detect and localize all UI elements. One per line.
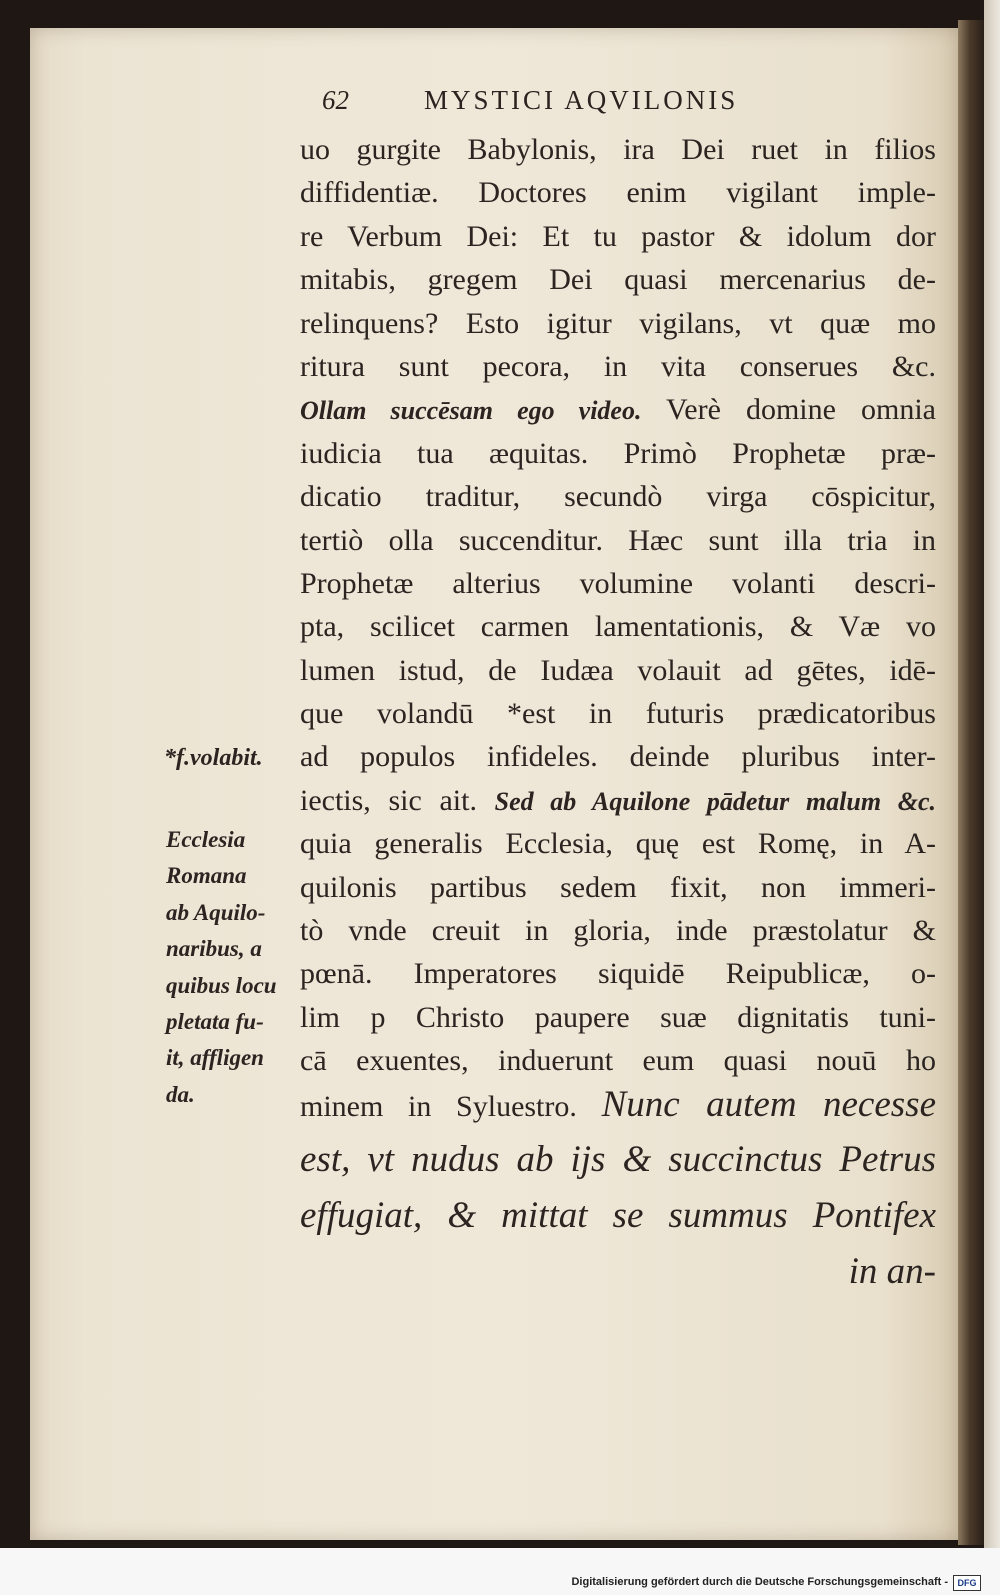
text-line: tò vnde creuit in gloria, inde præstolatur & (300, 914, 936, 948)
scan-right-edge (984, 0, 1000, 1548)
text-line: tertiò olla succenditur. Hæc sunt illa tria in (300, 523, 936, 557)
text-line: diffidentiæ. Doctores enim vigilant imple- (300, 176, 936, 210)
margin-note-line: Ecclesia (166, 827, 246, 852)
catchword: in an- (848, 1251, 936, 1292)
text-line: re Verbum Dei: Et tu pastor & idolum dor (300, 219, 936, 253)
text-line: dicatio traditur, secundò virga cōspicitur, (300, 480, 936, 514)
margin-note-line: da. (166, 1081, 195, 1107)
page-number: 62 (322, 85, 349, 115)
text-segment: iectis, sic ait. (300, 783, 477, 817)
margin-note-line: naribus, a (166, 936, 262, 962)
margin-note-line: it, affligen (166, 1045, 264, 1071)
page-header (322, 80, 822, 120)
running-title: MYSTICI AQVILONIS (424, 85, 739, 115)
italic-quote: Sed ab Aquilone pādetur malum &c. (494, 786, 936, 816)
text-line (300, 779, 936, 822)
text-line: lim p Christo paupere suæ dignitatis tuni- (300, 1000, 936, 1034)
text-line: pta, scilicet carmen lamentationis, & Væ vo (300, 610, 936, 644)
margin-note (166, 822, 298, 1113)
text-line: lumen istud, de Iudæa volauit ad gētes, idē- (300, 653, 936, 687)
text-segment: minem in Syluestro. (300, 1089, 577, 1123)
text-line: est, vt nudus ab ijs & succinctus Petrus (300, 1139, 936, 1180)
text-line: quia generalis Ecclesia, quę est Romę, in A- (300, 827, 936, 861)
margin-note-line: ab Aquilo- (166, 899, 266, 925)
text-segment: Verè domine omnia (665, 393, 936, 427)
text-line: effugiat, & mittat se summus Pontifex (300, 1195, 936, 1236)
margin-note-line: Romana (166, 863, 247, 889)
text-line: relinquens? Esto igitur vigilans, vt quæ mo (300, 306, 936, 340)
text-line: que volandū *est in futuris prædicatoribus (300, 697, 936, 731)
book-binding-edge (958, 20, 984, 1545)
text-line: mitabis, gregem Dei quasi mercenarius de- (300, 263, 936, 297)
italic-quote: Nunc autem necesse (601, 1083, 936, 1125)
digitization-credit: Digitalisierung gefördert durch die Deutsche Forschungsgemeinschaft - (571, 1576, 948, 1588)
text-line (300, 388, 936, 431)
text-line: quilonis partibus sedem fixit, non immeri- (300, 870, 936, 904)
text-line: Prophetæ alterius volumine volanti descri- (300, 566, 936, 600)
margin-note-line: quibus locu (166, 972, 277, 998)
text-line: cā exuentes, induerunt eum quasi nouū ho (300, 1044, 936, 1078)
text-line: iudicia tua æquitas. Primò Prophetæ præ- (300, 436, 936, 470)
text-line: uo gurgite Babylonis, ira Dei ruet in filios (300, 133, 936, 166)
text-line: pœnā. Imperatores siquidē Reipublicæ, o- (300, 957, 936, 991)
margin-note-line: pletata fu- (166, 1008, 264, 1034)
dfg-logo: DFG (953, 1575, 981, 1591)
main-text-block (300, 128, 936, 1126)
text-line (300, 1083, 936, 1126)
margin-note-variant: *f.volabit. (164, 745, 263, 771)
italic-quote-block (300, 1132, 936, 1300)
italic-quote: Ollam succēsam ego video. (300, 396, 642, 426)
text-line: ritura sunt pecora, in vita conserues &c. (300, 349, 936, 383)
text-line: ad populos infideles. deinde pluribus inter- (300, 740, 936, 774)
